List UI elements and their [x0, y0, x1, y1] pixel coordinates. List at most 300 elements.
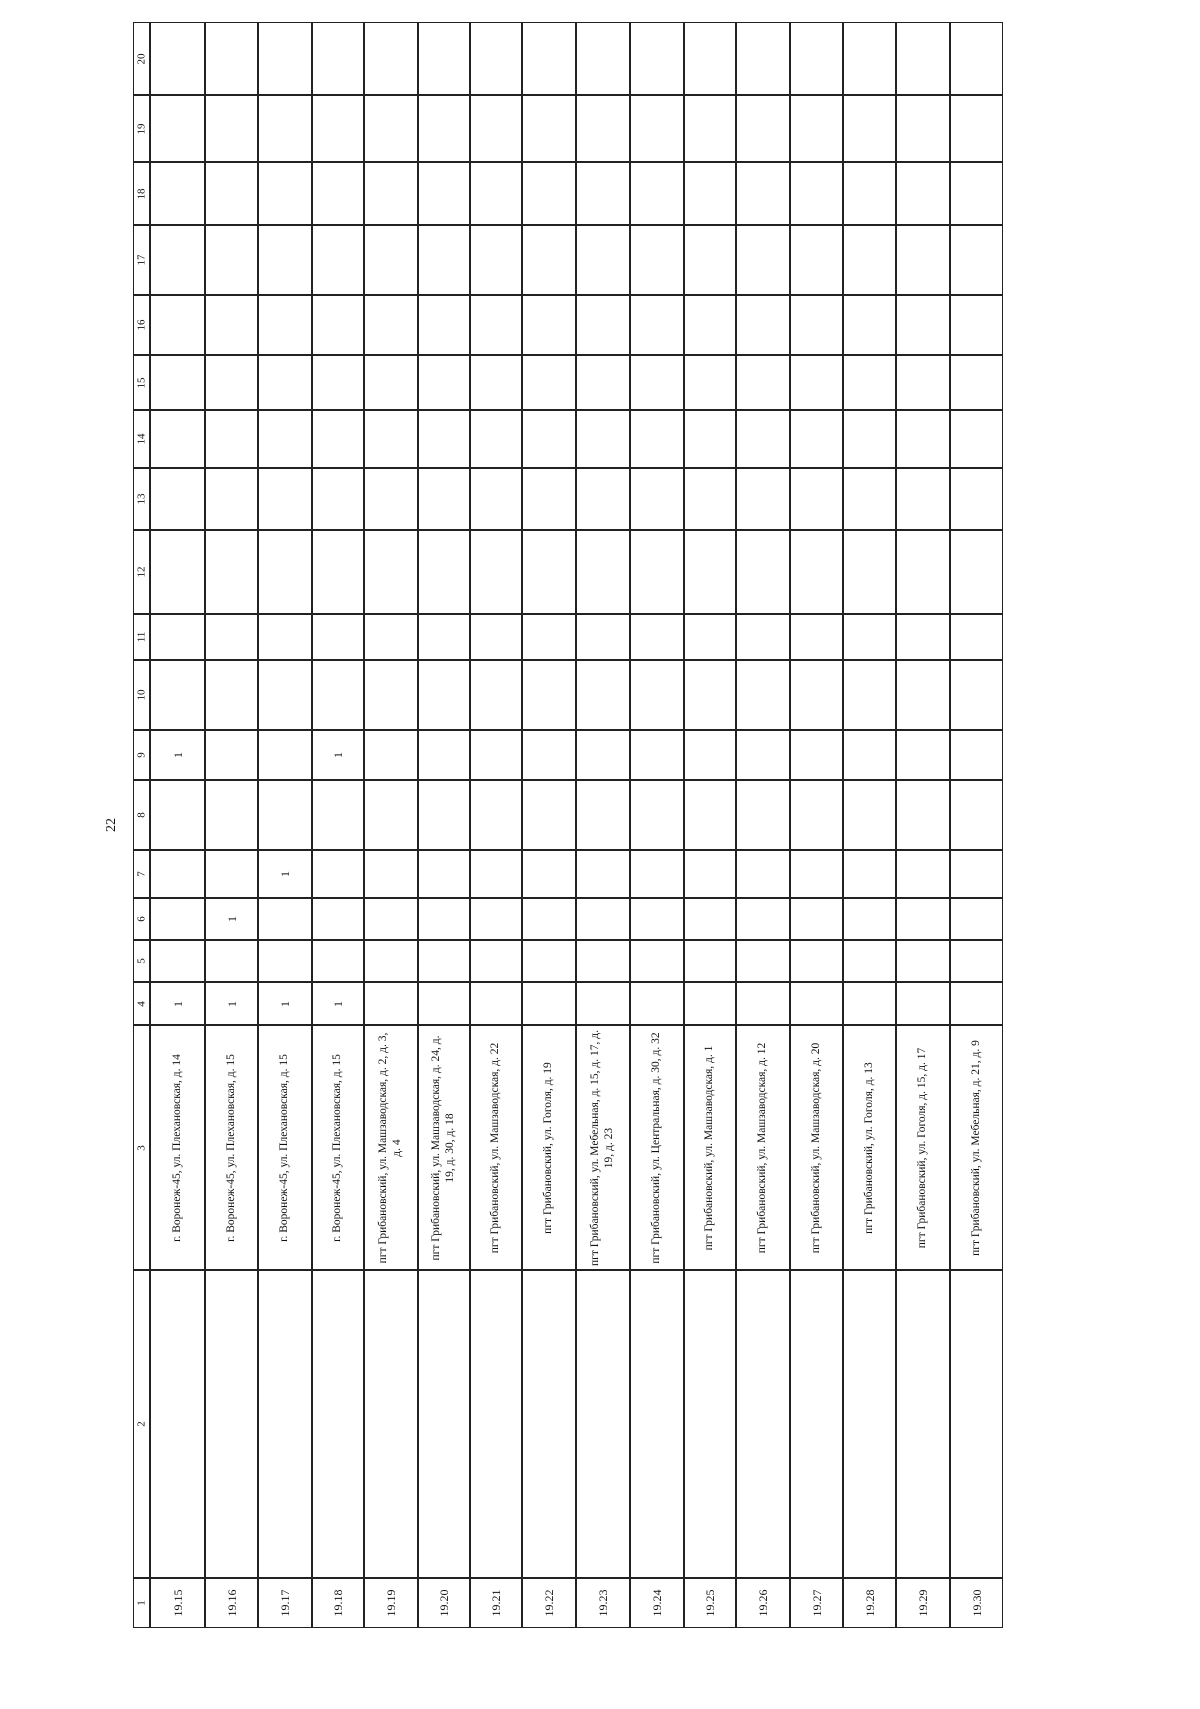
- table-cell-col2: [950, 1270, 1003, 1578]
- table-cell-col16: [522, 295, 576, 355]
- table-cell-col4: [576, 982, 630, 1025]
- table-cell-col5: [843, 940, 896, 982]
- column-header-17-text: 17: [134, 254, 147, 266]
- column-header-7-text: 7: [134, 871, 147, 877]
- table-cell-col13: [418, 468, 470, 530]
- table-cell-col17: [790, 225, 843, 295]
- table-cell-col12: [312, 530, 364, 614]
- table-cell-col4: [418, 982, 470, 1025]
- table-cell-col10: [205, 660, 258, 730]
- table-cell-col8: [205, 780, 258, 850]
- table-cell-col18: [843, 162, 896, 225]
- table-cell-col18: [522, 162, 576, 225]
- table-cell-col5: [790, 940, 843, 982]
- table-cell-col6: [950, 898, 1003, 940]
- table-cell-col18: [205, 162, 258, 225]
- column-header-9: [133, 730, 150, 780]
- table-cell-col9: [950, 730, 1003, 780]
- table-cell-col12: [576, 530, 630, 614]
- table-cell-col16: [684, 295, 736, 355]
- table-cell-col17: [150, 225, 205, 295]
- table-cell-col14: [418, 410, 470, 468]
- table-cell-col20: [258, 22, 312, 95]
- column-header-18: [133, 162, 150, 225]
- table-cell-col16: [470, 295, 522, 355]
- table-cell-col19: [843, 95, 896, 162]
- column-header-14-text: 14: [134, 433, 147, 445]
- table-cell-col4: [896, 982, 950, 1025]
- table-cell-col8: [364, 780, 418, 850]
- table-cell-col14: [790, 410, 843, 468]
- table-cell-col13: [630, 468, 684, 530]
- column-header-16: [133, 295, 150, 355]
- table-cell-col9: [684, 730, 736, 780]
- table-cell-col19: [684, 95, 736, 162]
- table-cell-col6: [736, 898, 790, 940]
- table-cell-col17: [950, 225, 1003, 295]
- table-cell-col13: [684, 468, 736, 530]
- table-cell-col11: [843, 614, 896, 660]
- table-cell-col15: [950, 355, 1003, 410]
- table-cell-col15: [418, 355, 470, 410]
- column-header-10-text: 10: [134, 689, 147, 701]
- table-cell-col8: [312, 780, 364, 850]
- table-cell-col11: [950, 614, 1003, 660]
- table-cell-col20: [150, 22, 205, 95]
- table-cell-col2: [576, 1270, 630, 1578]
- table-cell-col14: [576, 410, 630, 468]
- table-cell-col13: [470, 468, 522, 530]
- column-header-15-text: 15: [134, 377, 147, 388]
- table-cell-col14: [736, 410, 790, 468]
- table-cell-col7: [684, 850, 736, 898]
- table-cell-col11: [205, 614, 258, 660]
- row-number-text: 19.16: [224, 1589, 239, 1617]
- table-cell-col10: [470, 660, 522, 730]
- table-cell-col11: [896, 614, 950, 660]
- table-cell-col17: [684, 225, 736, 295]
- table-cell-col14: [950, 410, 1003, 468]
- table-cell-col9-text: 1: [170, 752, 185, 758]
- address-cell: [684, 1025, 736, 1270]
- table-cell-col10: [418, 660, 470, 730]
- table-cell-col18: [684, 162, 736, 225]
- table-cell-col4: [522, 982, 576, 1025]
- table-cell-col10: [522, 660, 576, 730]
- column-header-5-text: 5: [134, 958, 147, 964]
- column-header-11: [133, 614, 150, 660]
- row-number: [418, 1578, 470, 1628]
- row-number: [736, 1578, 790, 1628]
- table-cell-col6: [470, 898, 522, 940]
- address-cell: [576, 1025, 630, 1270]
- table-cell-col2: [684, 1270, 736, 1578]
- row-number: [576, 1578, 630, 1628]
- address-cell: [312, 1025, 364, 1270]
- address-cell: [150, 1025, 205, 1270]
- column-header-19-text: 19: [134, 123, 147, 134]
- table-cell-col4: [790, 982, 843, 1025]
- table-cell-col20: [205, 22, 258, 95]
- table-cell-col6: [896, 898, 950, 940]
- table-cell-col8: [418, 780, 470, 850]
- table-cell-col7: [522, 850, 576, 898]
- table-cell-col6: [843, 898, 896, 940]
- table-cell-col15: [258, 355, 312, 410]
- row-number-text: 19.24: [649, 1589, 664, 1617]
- table-cell-col19: [150, 95, 205, 162]
- table-cell-col10: [576, 660, 630, 730]
- table-cell-col20: [896, 22, 950, 95]
- table-cell-col12: [150, 530, 205, 614]
- table-cell-col9: [896, 730, 950, 780]
- address-cell: [896, 1025, 950, 1270]
- row-number: [312, 1578, 364, 1628]
- table-cell-col6: [418, 898, 470, 940]
- address-cell-text: пгт Грибановский, ул. Гоголя, д. 19: [542, 1061, 555, 1234]
- table-cell-col7-text: 1: [277, 871, 292, 877]
- table-cell-col18: [576, 162, 630, 225]
- address-cell: [843, 1025, 896, 1270]
- table-cell-col4-text: 1: [224, 1000, 239, 1007]
- column-header-13: [133, 468, 150, 530]
- table-cell-col19: [736, 95, 790, 162]
- table-cell-col19: [522, 95, 576, 162]
- table-cell-col19: [312, 95, 364, 162]
- table-cell-col6: [522, 898, 576, 940]
- table-cell-col4-text: 1: [277, 1000, 292, 1007]
- column-header-2-text: 2: [134, 1421, 147, 1427]
- table-cell-col13: [576, 468, 630, 530]
- column-header-11-text: 11: [134, 631, 147, 643]
- address-cell-text: г. Воронеж-45, ул. Плехановская, д. 14: [170, 1053, 183, 1242]
- row-number-text: 19.29: [915, 1589, 930, 1617]
- address-cell-text: пгт Грибановский, ул. Гоголя, д. 15, д. 17: [916, 1047, 929, 1248]
- row-number: [790, 1578, 843, 1628]
- address-cell: [950, 1025, 1003, 1270]
- column-header-4-text: 4: [134, 1000, 147, 1007]
- table-cell-col4: [470, 982, 522, 1025]
- table-cell-col16: [364, 295, 418, 355]
- table-cell-col13: [790, 468, 843, 530]
- table-cell-col10: [150, 660, 205, 730]
- address-cell: [258, 1025, 312, 1270]
- table-cell-col17: [843, 225, 896, 295]
- table-cell-col8: [258, 780, 312, 850]
- table-cell-col15: [896, 355, 950, 410]
- table-cell-col20: [470, 22, 522, 95]
- table-cell-col2: [843, 1270, 896, 1578]
- table-cell-col2: [470, 1270, 522, 1578]
- table-cell-col9: [843, 730, 896, 780]
- table-cell-col20: [790, 22, 843, 95]
- column-header-3-text: 3: [134, 1144, 147, 1151]
- table-cell-col8: [150, 780, 205, 850]
- table-cell-col14: [684, 410, 736, 468]
- table-cell-col8: [896, 780, 950, 850]
- table-cell-col17: [736, 225, 790, 295]
- table-cell-col5: [684, 940, 736, 982]
- table-cell-col9: [258, 730, 312, 780]
- table-cell-col18: [364, 162, 418, 225]
- address-cell: [418, 1025, 470, 1270]
- table-cell-col5: [312, 940, 364, 982]
- table-cell-col15: [205, 355, 258, 410]
- table-cell-col8: [576, 780, 630, 850]
- row-number-text: 19.28: [862, 1589, 877, 1617]
- table-cell-col13: [364, 468, 418, 530]
- table-cell-col5: [896, 940, 950, 982]
- row-number-text: 19.30: [969, 1589, 984, 1617]
- column-header-3: [133, 1025, 150, 1270]
- table-cell-col19: [950, 95, 1003, 162]
- table-cell-col5: [418, 940, 470, 982]
- row-number-text: 19.22: [541, 1589, 556, 1617]
- column-header-20: [133, 22, 150, 95]
- address-cell-text: г. Воронеж-45, ул. Плехановская, д. 15: [331, 1053, 344, 1242]
- table-cell-col9: [522, 730, 576, 780]
- column-header-10: [133, 660, 150, 730]
- table-cell-col17: [205, 225, 258, 295]
- table-cell-col12: [684, 530, 736, 614]
- table-cell-col9: [205, 730, 258, 780]
- table-cell-col9: [150, 730, 205, 780]
- table-cell-col13: [950, 468, 1003, 530]
- table-cell-col12: [630, 530, 684, 614]
- table-cell-col14: [150, 410, 205, 468]
- table-cell-col12: [470, 530, 522, 614]
- column-header-16-text: 16: [134, 319, 147, 331]
- table-cell-col12: [896, 530, 950, 614]
- table-cell-col18: [950, 162, 1003, 225]
- table-cell-col7: [950, 850, 1003, 898]
- row-number: [205, 1578, 258, 1628]
- table-cell-col6: [258, 898, 312, 940]
- table-cell-col14: [522, 410, 576, 468]
- table-cell-col6: [205, 898, 258, 940]
- table-cell-col9: [790, 730, 843, 780]
- table-cell-col5: [205, 940, 258, 982]
- table-cell-col14: [843, 410, 896, 468]
- row-number-text: 19.18: [330, 1589, 345, 1617]
- table-cell-col8: [630, 780, 684, 850]
- row-number: [843, 1578, 896, 1628]
- table-cell-col10: [258, 660, 312, 730]
- table-cell-col12: [205, 530, 258, 614]
- table-cell-col4: [205, 982, 258, 1025]
- table-cell-col7: [258, 850, 312, 898]
- column-header-15: [133, 355, 150, 410]
- table-cell-col16: [843, 295, 896, 355]
- table-cell-col17: [522, 225, 576, 295]
- table-cell-col5: [150, 940, 205, 982]
- address-cell-text: пгт Грибановский, ул. Гоголя, д. 13: [862, 1061, 875, 1234]
- address-cell: [522, 1025, 576, 1270]
- table-cell-col16: [418, 295, 470, 355]
- table-cell-col15: [684, 355, 736, 410]
- table-cell-col20: [364, 22, 418, 95]
- table-cell-col11: [522, 614, 576, 660]
- table-cell-col16: [790, 295, 843, 355]
- table-cell-col19: [418, 95, 470, 162]
- table-cell-col5: [950, 940, 1003, 982]
- table-cell-col16: [150, 295, 205, 355]
- table-cell-col7: [418, 850, 470, 898]
- table-cell-col4-text: 1: [170, 1000, 185, 1007]
- table-cell-col5: [364, 940, 418, 982]
- row-number-text: 19.20: [436, 1589, 451, 1617]
- table-cell-col18: [150, 162, 205, 225]
- table-cell-col11: [312, 614, 364, 660]
- column-header-7: [133, 850, 150, 898]
- table-cell-col19: [576, 95, 630, 162]
- column-header-1: [133, 1578, 150, 1628]
- address-cell-text: пгт Грибановский, ул. Мебельная, д. 21, д. 9: [969, 1039, 982, 1256]
- column-header-9-text: 9: [134, 752, 147, 758]
- table-cell-col6: [576, 898, 630, 940]
- table-cell-col16: [896, 295, 950, 355]
- row-number: [150, 1578, 205, 1628]
- address-cell-text: г. Воронеж-45, ул. Плехановская, д. 15: [278, 1053, 291, 1242]
- row-number-text: 19.15: [170, 1589, 185, 1617]
- row-number-text: 19.25: [702, 1589, 717, 1617]
- table-cell-col12: [950, 530, 1003, 614]
- table-cell-col5: [630, 940, 684, 982]
- table-cell-col20: [522, 22, 576, 95]
- table-cell-col17: [576, 225, 630, 295]
- table-cell-col17: [470, 225, 522, 295]
- table-cell-col15: [470, 355, 522, 410]
- column-header-14: [133, 410, 150, 468]
- table-cell-col15: [364, 355, 418, 410]
- table-cell-col8: [470, 780, 522, 850]
- table-cell-col15: [522, 355, 576, 410]
- table-cell-col13: [896, 468, 950, 530]
- table-cell-col9: [736, 730, 790, 780]
- table-cell-col10: [364, 660, 418, 730]
- table-cell-col18: [790, 162, 843, 225]
- table-cell-col14: [258, 410, 312, 468]
- table-cell-col10: [896, 660, 950, 730]
- table-cell-col15: [843, 355, 896, 410]
- table-cell-col5: [736, 940, 790, 982]
- table-cell-col2: [790, 1270, 843, 1578]
- table-cell-col19: [790, 95, 843, 162]
- table-cell-col13: [843, 468, 896, 530]
- table-cell-col8: [843, 780, 896, 850]
- table-cell-col14: [470, 410, 522, 468]
- table-cell-col16: [630, 295, 684, 355]
- address-cell: [364, 1025, 418, 1270]
- table-cell-col15: [736, 355, 790, 410]
- table-cell-col15: [790, 355, 843, 410]
- table-cell-col16: [258, 295, 312, 355]
- row-number-text: 19.19: [383, 1589, 398, 1617]
- table-cell-col2: [205, 1270, 258, 1578]
- table-cell-col9: [364, 730, 418, 780]
- table-cell-col12: [790, 530, 843, 614]
- table-cell-col17: [630, 225, 684, 295]
- table-cell-col8: [790, 780, 843, 850]
- address-cell-text: пгт Грибановский, ул. Мебельная, д. 15, д. 17, д. 19, д. 23: [589, 1029, 615, 1266]
- table-cell-col7: [576, 850, 630, 898]
- table-cell-col7: [364, 850, 418, 898]
- row-number: [522, 1578, 576, 1628]
- row-number-text: 19.26: [755, 1589, 770, 1617]
- table-cell-col11: [684, 614, 736, 660]
- table-cell-col4: [312, 982, 364, 1025]
- table-cell-col7: [150, 850, 205, 898]
- table-cell-col13: [150, 468, 205, 530]
- table-cell-col18: [630, 162, 684, 225]
- table-cell-col10: [790, 660, 843, 730]
- table-cell-col18: [418, 162, 470, 225]
- table-cell-col9: [418, 730, 470, 780]
- table-cell-col7: [843, 850, 896, 898]
- table-cell-col15: [150, 355, 205, 410]
- table-cell-col7: [736, 850, 790, 898]
- column-header-18-text: 18: [134, 188, 147, 199]
- table-cell-col5: [258, 940, 312, 982]
- table-cell-col2: [418, 1270, 470, 1578]
- table-cell-col10: [630, 660, 684, 730]
- column-header-8: [133, 780, 150, 850]
- table-cell-col4: [150, 982, 205, 1025]
- table-cell-col11: [630, 614, 684, 660]
- table-cell-col13: [736, 468, 790, 530]
- table-cell-col4: [258, 982, 312, 1025]
- table-cell-col13: [312, 468, 364, 530]
- table-cell-col8: [522, 780, 576, 850]
- row-number-text: 19.21: [488, 1589, 503, 1617]
- table-cell-col14: [205, 410, 258, 468]
- table-cell-col17: [896, 225, 950, 295]
- address-cell: [470, 1025, 522, 1270]
- table-cell-col2: [150, 1270, 205, 1578]
- column-header-6: [133, 898, 150, 940]
- address-cell-text: пгт Грибановский, ул. Машзаводская, д. 1: [703, 1045, 716, 1250]
- table-cell-col16: [576, 295, 630, 355]
- table-cell-col14: [630, 410, 684, 468]
- column-header-2: [133, 1270, 150, 1578]
- address-cell: [736, 1025, 790, 1270]
- column-header-8-text: 8: [134, 812, 147, 818]
- row-number: [896, 1578, 950, 1628]
- table-cell-col10: [312, 660, 364, 730]
- row-number-text: 19.23: [595, 1589, 610, 1617]
- table-cell-col2: [364, 1270, 418, 1578]
- table-cell-col9: [576, 730, 630, 780]
- table-cell-col20: [843, 22, 896, 95]
- table-cell-col7: [312, 850, 364, 898]
- table-cell-col11: [364, 614, 418, 660]
- table-cell-col4: [684, 982, 736, 1025]
- table-cell-col20: [312, 22, 364, 95]
- address-cell-text: пгт Грибановский, ул. Машзаводская, д. 22: [489, 1042, 502, 1253]
- table-cell-col2: [522, 1270, 576, 1578]
- address-cell: [205, 1025, 258, 1270]
- table-cell-col18: [470, 162, 522, 225]
- table-cell-col20: [418, 22, 470, 95]
- table-cell-col8: [950, 780, 1003, 850]
- table-cell-col6: [684, 898, 736, 940]
- row-number: [950, 1578, 1003, 1628]
- table-cell-col4: [630, 982, 684, 1025]
- table-cell-col6: [630, 898, 684, 940]
- table-cell-col6-text: 1: [224, 916, 239, 922]
- table-cell-col14: [364, 410, 418, 468]
- table-cell-col17: [258, 225, 312, 295]
